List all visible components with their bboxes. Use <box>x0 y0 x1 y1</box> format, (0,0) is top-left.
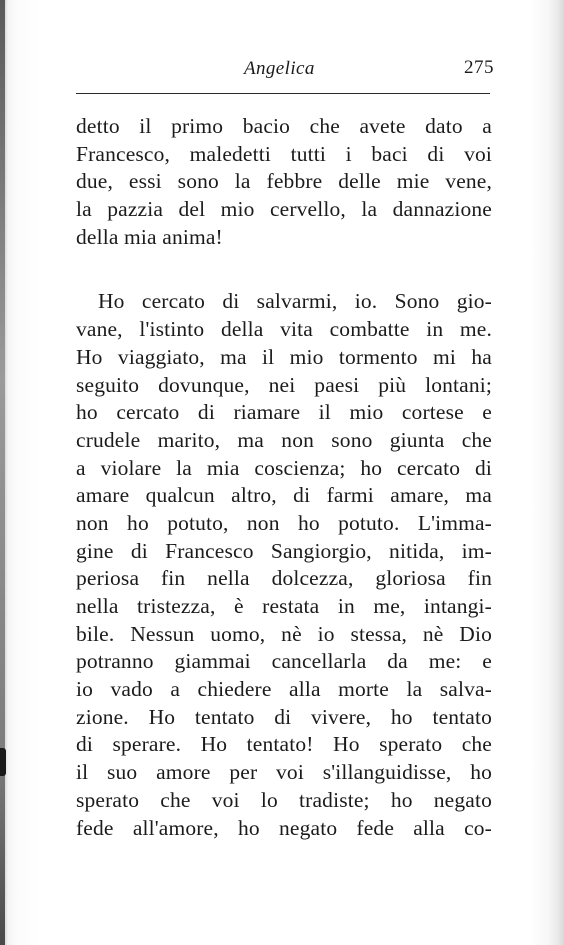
text-line: il suo amore per voi s'illanguidisse, ho <box>76 760 492 785</box>
text-line: nella tristezza, è restata in me, intangi- <box>76 594 492 618</box>
text-line: Ho viaggiato, ma il mio tormento mi ha <box>76 344 492 369</box>
paragraph-2 <box>76 288 492 842</box>
paragraph-1 <box>76 113 492 251</box>
text-line: di sperare. Ho tentato! Ho sperato che <box>76 732 492 757</box>
binding-mark <box>0 748 6 776</box>
text-line: Ho cercato di salvarmi, io. Sono gio- <box>98 289 492 314</box>
text-line: sperato che voi lo tradiste; ho negato <box>76 787 492 812</box>
running-title: Angelica <box>244 58 315 79</box>
text-line: ho cercato di riamare il mio cortese e <box>76 400 492 425</box>
paragraph-spacer <box>76 251 492 288</box>
page-header <box>76 54 496 84</box>
text-line: non ho potuto, non ho potuto. L'imma- <box>76 510 492 535</box>
text-line: della mia anima! <box>76 224 223 249</box>
text-line: fede all'amore, ho negato fede alla co- <box>76 815 492 840</box>
page-number: 275 <box>464 57 494 78</box>
text-line: bile. Nessun uomo, nè io stessa, nè Dio <box>76 621 492 646</box>
text-line: periosa fin nella dolcezza, gloriosa fin <box>76 566 492 591</box>
text-line: due, essi sono la febbre delle mie vene, <box>76 169 492 194</box>
text-line: amare qualcun altro, di farmi amare, ma <box>76 483 492 508</box>
text-line: zione. Ho tentato di vivere, ho tentato <box>76 704 492 729</box>
header-rule <box>76 93 490 94</box>
text-line: crudele marito, ma non sono giunta che <box>76 427 492 452</box>
text-line: vane, l'istinto della vita combatte in me. <box>76 317 492 342</box>
text-line: io vado a chiedere alla morte la salva- <box>76 677 492 702</box>
text-line: gine di Francesco Sangiorgio, nitida, im- <box>76 538 492 563</box>
body-text <box>76 113 492 842</box>
text-line: seguito dovunque, nei paesi più lontani; <box>76 372 492 397</box>
text-line: detto il primo bacio che avete dato a <box>76 114 492 138</box>
text-line: Francesco, maledetti tutti i baci di voi <box>76 141 492 166</box>
text-line: la pazzia del mio cervello, la dannazione <box>76 197 492 222</box>
page-binding-edge <box>0 0 5 945</box>
text-line: potranno giammai cancellarla da me: e <box>76 649 492 674</box>
text-line: a violare la mia coscienza; ho cercato di <box>76 455 492 480</box>
